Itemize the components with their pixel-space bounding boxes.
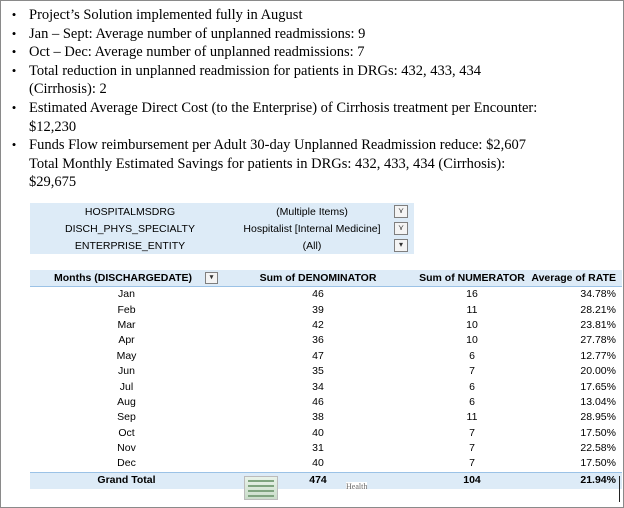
- denominator-cell: 40: [312, 457, 324, 470]
- table-row: [30, 349, 622, 364]
- rate-cell: 34.78%: [580, 288, 616, 301]
- rate-cell: 12.77%: [580, 349, 616, 362]
- numerator-cell: 10: [466, 318, 478, 331]
- numerator-cell: 6: [469, 380, 475, 393]
- denominator-cell: 46: [312, 395, 324, 408]
- filter-applied-icon[interactable]: ⋎: [394, 222, 408, 235]
- table-row: [30, 287, 622, 303]
- table-row: [30, 456, 622, 472]
- header-months: [30, 270, 223, 287]
- month-cell: Jun: [118, 365, 135, 378]
- month-cell: Nov: [117, 442, 136, 455]
- rate-cell: 27.78%: [580, 334, 616, 347]
- header-numerator: Sum of NUMERATOR: [413, 270, 531, 287]
- month-cell: Jul: [119, 380, 134, 393]
- table-row: [30, 302, 622, 317]
- pivot-filter-row: [30, 220, 414, 237]
- filter-applied-icon[interactable]: ⋎: [394, 205, 408, 218]
- month-cell: Dec: [117, 457, 136, 470]
- bullet-item: [8, 6, 608, 25]
- bullet-icon: •: [11, 137, 17, 153]
- bullet-item: [8, 99, 608, 136]
- bullet-icon: •: [11, 62, 17, 78]
- filter-field-value: (All): [302, 239, 322, 252]
- table-row: [30, 379, 622, 394]
- month-cell: Aug: [117, 395, 136, 408]
- denominator-cell: 40: [312, 426, 324, 439]
- total-rate-cell: 21.94%: [531, 472, 622, 489]
- bullet-text: $12,230: [29, 118, 77, 135]
- bullet-icon: •: [11, 44, 17, 60]
- filter-field-value: (Multiple Items): [276, 205, 348, 218]
- month-cell: May: [116, 349, 137, 362]
- numerator-cell: 7: [469, 457, 475, 470]
- cell-border-line: [619, 476, 620, 502]
- denominator-cell: 46: [312, 288, 324, 301]
- denominator-cell: 34: [312, 380, 324, 393]
- denominator-cell: 36: [312, 334, 324, 347]
- numerator-cell: 7: [469, 426, 475, 439]
- month-cell: Apr: [118, 334, 135, 347]
- rate-cell: 28.95%: [580, 411, 616, 424]
- filter-field-name: HOSPITALMSDRG: [84, 205, 176, 218]
- table-row: [30, 364, 622, 379]
- pivot-filter-row: [30, 237, 414, 254]
- bullet-text: Oct – Dec: Average number of unplanned readmissions: 7: [29, 44, 365, 61]
- denominator-cell: 39: [312, 303, 324, 316]
- month-filter-dropdown-icon[interactable]: ▾: [205, 272, 218, 284]
- filter-field-name: DISCH_PHYS_SPECIALTY: [65, 222, 195, 235]
- rate-cell: 22.58%: [580, 442, 616, 455]
- bullet-item: [8, 43, 608, 62]
- numerator-cell: 6: [469, 395, 475, 408]
- denominator-cell: 38: [312, 411, 324, 424]
- bullet-text: Jan – Sept: Average number of unplanned readmissions: 9: [29, 25, 366, 42]
- rate-cell: 17.50%: [580, 426, 616, 439]
- bullet-text: Estimated Average Direct Cost (to the Enterprise) of Cirrhosis treatment per Encounter:: [29, 99, 538, 116]
- bullet-icon: •: [11, 7, 17, 22]
- header-denominator: Sum of DENOMINATOR: [223, 270, 413, 287]
- month-cell: Feb: [117, 303, 136, 316]
- month-cell: Jan: [118, 288, 135, 301]
- numerator-cell: 11: [466, 303, 478, 316]
- bullet-icon: •: [11, 25, 17, 41]
- bullet-icon: •: [11, 99, 17, 115]
- grand-total-label: Grand Total: [30, 472, 223, 489]
- dropdown-icon[interactable]: ▾: [394, 239, 408, 252]
- denominator-cell: 35: [312, 365, 324, 378]
- filter-field-name: ENTERPRISE_ENTITY: [74, 239, 186, 252]
- bullet-text: Project’s Solution implemented fully in August: [29, 7, 303, 23]
- denominator-cell: 47: [312, 349, 324, 362]
- total-numerator-cell: 104: [413, 472, 531, 489]
- bullet-text: Total reduction in unplanned readmission for patients in DRGs: 432, 433, 434: [29, 62, 482, 79]
- table-row: [30, 395, 622, 410]
- numerator-cell: 10: [466, 334, 478, 347]
- grand-total-row: [30, 472, 622, 489]
- table-row: [30, 410, 622, 425]
- pivot-header-row: [30, 270, 622, 287]
- filter-field-value: Hospitalist [Internal Medicine]: [243, 222, 381, 235]
- spreadsheet-thumbnail: [244, 476, 278, 500]
- rate-cell: 28.21%: [580, 303, 616, 316]
- rate-cell: 20.00%: [580, 365, 616, 378]
- bullet-text: Total Monthly Estimated Savings for patients in DRGs: 432, 433, 434 (Cirrhosis):: [29, 155, 506, 172]
- month-cell: Oct: [118, 426, 135, 439]
- bullet-text: (Cirrhosis): 2: [29, 81, 107, 98]
- rate-cell: 17.65%: [580, 380, 616, 393]
- month-cell: Sep: [117, 411, 136, 424]
- numerator-cell: 6: [469, 349, 475, 362]
- bullet-item: [8, 25, 608, 44]
- numerator-cell: 16: [466, 288, 478, 301]
- numerator-cell: 11: [466, 411, 478, 424]
- month-cell: Mar: [117, 318, 136, 331]
- total-denominator-cell: 474: [223, 472, 413, 489]
- summary-notes: [8, 6, 608, 192]
- table-row: [30, 441, 622, 456]
- rate-cell: 13.04%: [580, 395, 616, 408]
- table-row: [30, 318, 622, 333]
- bullet-text: Funds Flow reimbursement per Adult 30-day Unplanned Readmission reduce: $2,607: [29, 137, 526, 154]
- table-row: [30, 426, 622, 441]
- rate-cell: 23.81%: [580, 318, 616, 331]
- denominator-cell: 31: [312, 442, 324, 455]
- pivot-filter-row: [30, 203, 414, 220]
- header-rate: Average of RATE: [531, 270, 622, 287]
- bullet-item: [8, 62, 608, 99]
- header-months-label: Months (DISCHARGEDATE): [54, 271, 193, 284]
- overlay-label: Health: [346, 482, 368, 491]
- rate-cell: 17.50%: [580, 457, 616, 470]
- numerator-cell: 7: [469, 365, 475, 378]
- bullet-text: $29,675: [29, 174, 77, 191]
- pivot-table: [30, 270, 622, 489]
- numerator-cell: 7: [469, 442, 475, 455]
- denominator-cell: 42: [312, 318, 324, 331]
- pivot-filter-area: [30, 203, 414, 254]
- table-row: [30, 333, 622, 348]
- bullet-item: [8, 136, 608, 192]
